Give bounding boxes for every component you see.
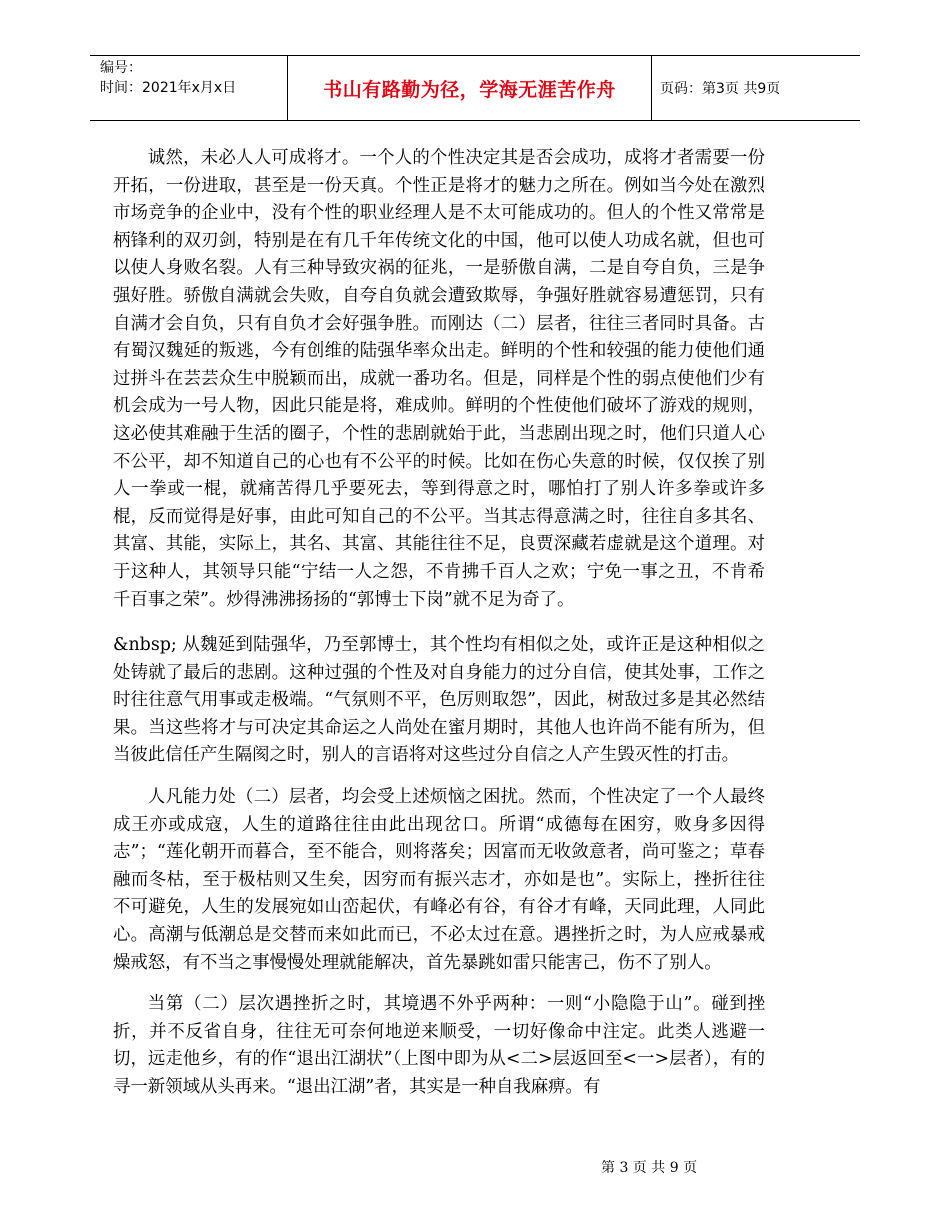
page-footer: 第 3 页 共 9 页: [601, 1160, 698, 1176]
paragraph-1: 诚然，未必人人可成将才。一个人的个性决定其是否会成功，成将才者需要一份开拓，一份进取，甚至是一份天真。个性正是将才的魅力之所在。例如当今处在激烈市场竞争的企业中，没有个性的职业经理人是不太可能成功的。但人的个性又常常是柄锋利的双刃剑，特别是在有几千年传统文化的中国，他可以使人功成名就，但也可以使人身败名裂。人有三种导致灾祸的征兆，一是骄傲自满，二是自夸自负，三是争强好胜。骄傲自满就会失败，自夸自负就会遭致欺辱，争强好胜就容易遭惩罚，只有自满才会自负，只有自负才会好强争胜。而刚达（二）层者，往往三者同时具备。古有蜀汉魏延的叛逃，今有创维的陆强华率众出走。鲜明的个性和较强的能力使他们通过拼斗在芸芸众生中脱颖而出，成就一番功名。但是，同样是个性的弱点使他们少有机会成为一号人物，因此只能是将，难成帅。鲜明的个性使他们破坏了游戏的规则，这必使其难融于生活的圈子，个性的悲剧就始于此，当悲剧出现之时，他们只道人心不公平，却不知道自己的心也有不公平的时候。比如在伤心失意的时候，仅仅挨了别人一拳或一棍，就痛苦得几乎要死去，等到得意之时，哪怕打了别人许多拳或许多棍，反而觉得是好事，由此可知自己的不公平。当其志得意满之时，往往自多其名、其富、其能，实际上，其名、其富、其能往往不足，良贾深藏若虚就是这个道理。对于这种人，其领导只能“宁结一人之怨，不肯拂千百人之欢；宁免一事之丑，不肯希千百事之荣”。炒得沸沸扬扬的“郭博士下岗”就不足为奇了。: [113, 148, 765, 610]
document-body: [113, 145, 765, 1102]
paragraph-3: 人凡能力处（二）层者，均会受上述烦恼之困扰。然而，个性决定了一个人最终成王亦或成寇，人生的道路往往由此出现岔口。所谓“成德每在困穷，败身多因得志”；“莲化朝开而暮合，至不能合，则将落矣；因富而无收敛意者，尚可鉴之；草春融而冬枯，至于极枯则又生矣，因穷而有振兴志才，亦如是也”。实际上，挫折往往不可避免，人生的发展宛如山峦起伏，有峰必有谷，有谷才有峰，天同此理，人同此心。高潮与低潮总是交替而来如此而已，不必太过在意。遇挫折之时，为人应戒暴戒燥戒怒，有不当之事慢慢处理就能解决，首先暴跳如雷只能害己，伤不了别人。: [113, 787, 765, 973]
page-header: [90, 55, 860, 121]
header-motto: 书山有路勤为径，学海无涯苦作舟: [288, 56, 652, 120]
paragraph-2: &nbsp; 从魏延到陆强华，乃至郭博士，其个性均有相似之处，或许正是这种相似之处铸就了最后的悲剧。这种过强的个性及对自身能力的过分自信，使其处事，工作之时往往意气用事或走极端。“气氛则不平，色厉则取怨”，因此，树敌过多是其必然结果。当这些将才与可决定其命运之人尚处在蜜月期时，其他人也许尚不能有所为，但当彼此信任产生隔阂之时，别人的言语将对这些过分自信之人产生毁灭性的打击。: [113, 635, 765, 766]
paragraph-4: 当第（二）层次遇挫折之时，其境遇不外乎两种：一则“小隐隐于山”。碰到挫折，并不反省自身，往往无可奈何地逆来顺受，一切好像命中注定。此类人逃避一切，远走他乡，有的作“退出江湖状”（上图中即为从<二>层返回至<一>层者），有的寻一新领域从头再来。“退出江湖”者，其实是一种自我麻痹。有: [113, 994, 765, 1097]
header-page-info: 页码：第3页 共9页: [660, 81, 781, 97]
number-label: 编号：: [100, 60, 142, 76]
time-label: 时间：2021年x月x日: [100, 80, 237, 96]
header-meta: [90, 56, 288, 120]
